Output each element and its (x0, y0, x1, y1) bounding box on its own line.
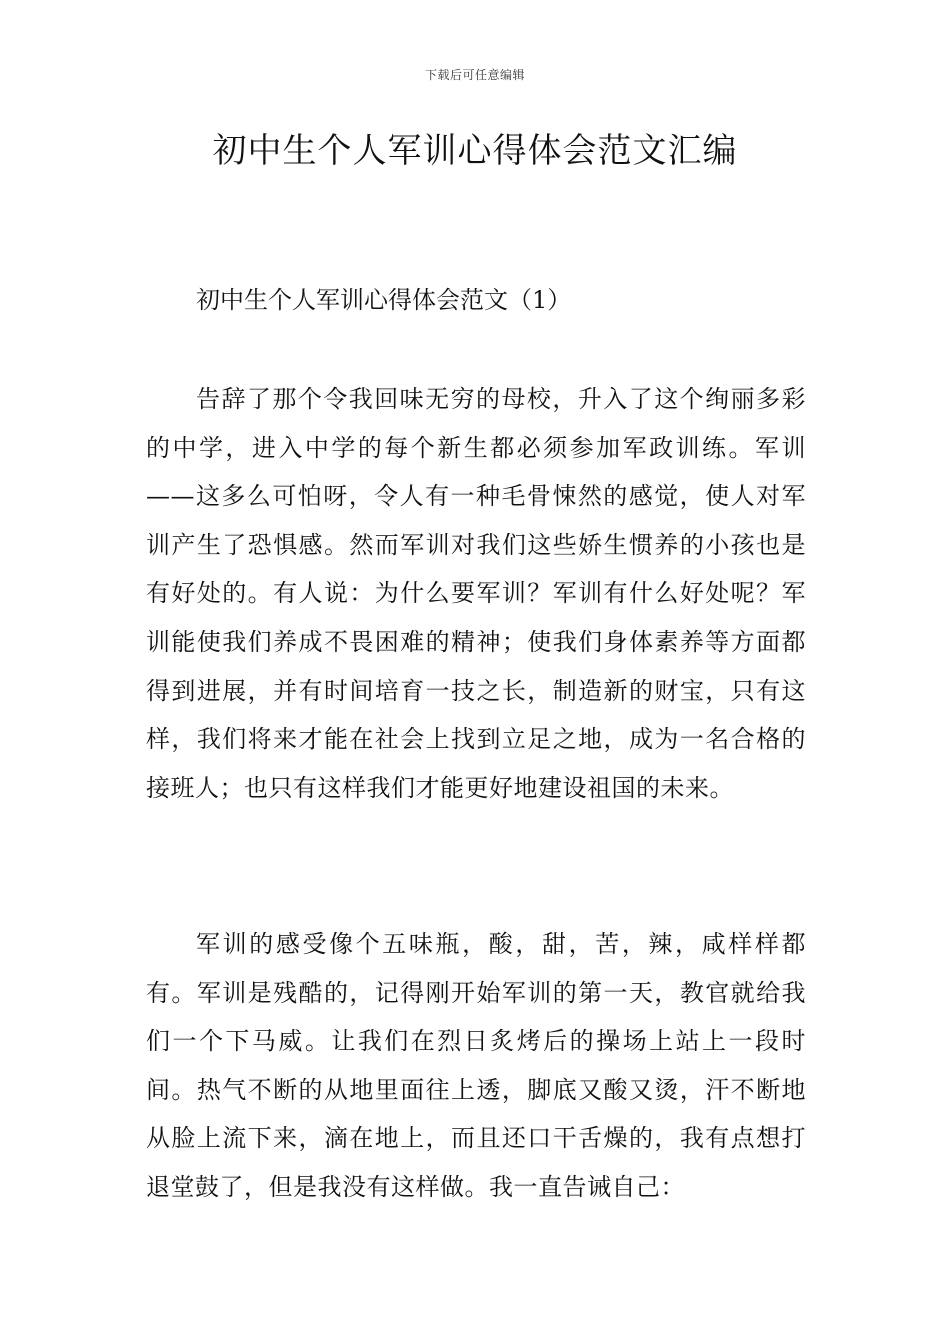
header-note: 下载后可任意编辑 (424, 68, 525, 82)
document-title: 初中生个人军训心得体会范文汇编 (212, 131, 738, 171)
body-paragraph: 告辞了那个令我回味无穷的母校，升入了这个绚丽多彩的中学，进入中学的每个新生都必须参加军政训练。军训——这多么可怕呀，令人有一种毛骨悚然的感觉，使人对军训产生了恐惧感。然而军训对我们这些娇生惯养的小孩也是有好处的。有人说：为什么要军训？军训有什么好处呢？军训能使我们养成不畏困难的精神；使我们身体素养等方面都得到进展，并有时间培育一技之长，制造新的财宝，只有这样，我们将来才能在社会上找到立足之地，成为一名合格的接班人；也只有这样我们才能更好地建设祖国的未来。 (146, 385, 806, 802)
body-paragraph: 军训的感受像个五味瓶，酸，甜，苦，辣，咸样样都有。军训是残酷的，记得刚开始军训的第一天，教官就给我们一个下马威。让我们在烈日炙烤后的操场上站上一段时间。热气不断的从地里面往上透，脚底又酸又烫，汗不断地从脸上流下来，滴在地上，而且还口干舌燥的，我有点想打退堂鼓了，但是我没有这样做。我一直告诫自己： (146, 930, 806, 1201)
section-heading: 初中生个人军训心得体会范文（1） (196, 286, 572, 314)
